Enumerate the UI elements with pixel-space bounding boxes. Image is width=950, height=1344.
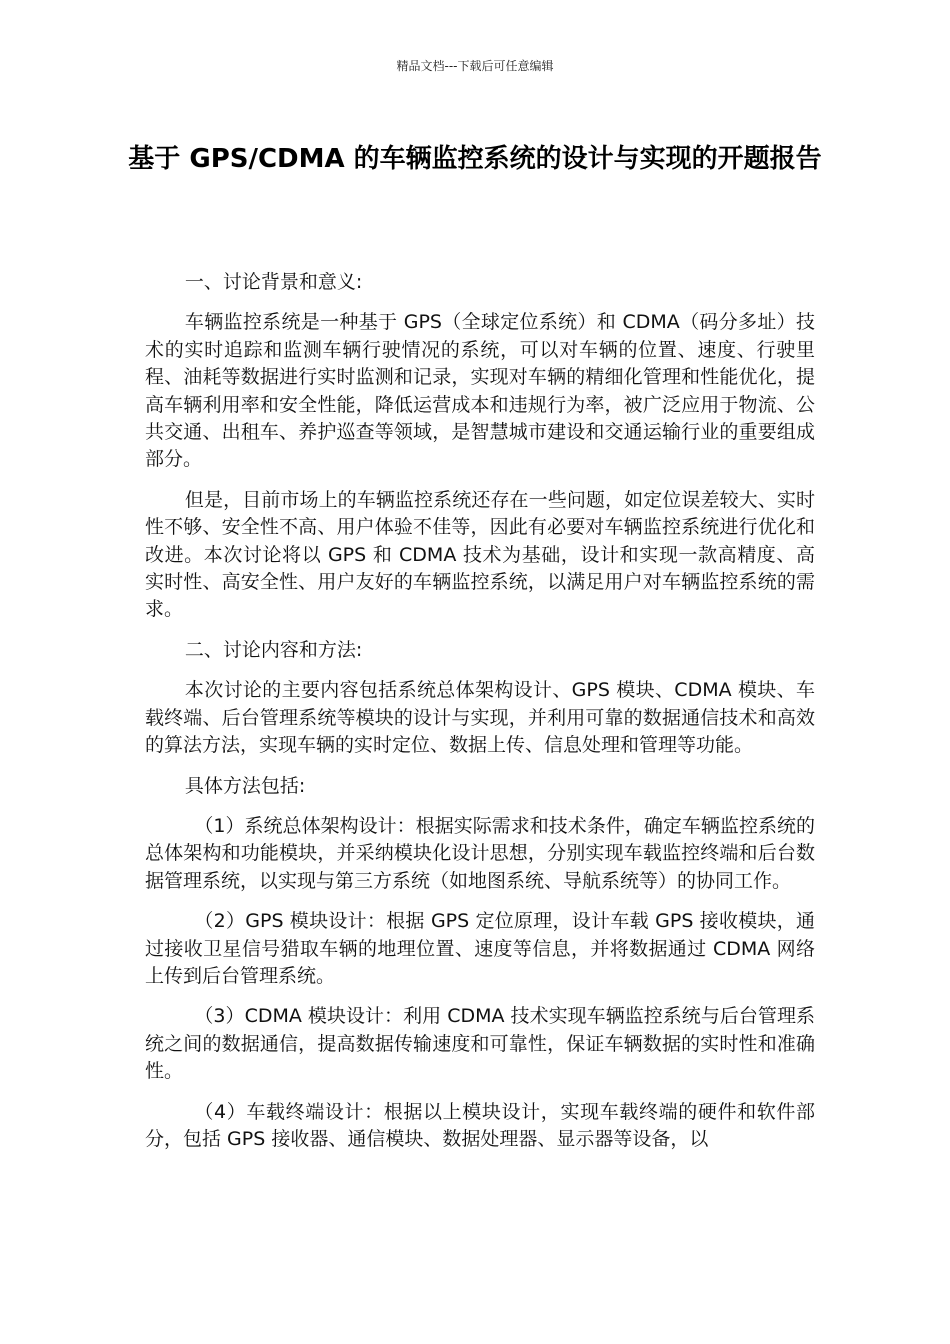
section-heading-content-methods: 二、讨论内容和方法: [184, 638, 363, 661]
list-item-architecture: （1）系统总体架构设计：根据实际需求和技术条件，确定车辆监控系统的总体架构和功能模块，并采纳模块化设计思想，分别实现车载监控终端和后台数据管理系统，以实现与第三方系统（如地图系统、导航系统等）的协同工作。 [145, 814, 815, 892]
document-title: 基于 GPS/CDMA 的车辆监控系统的设计与实现的开题报告 [128, 144, 822, 174]
paragraph-background-2: 但是，目前市场上的车辆监控系统还存在一些问题，如定位误差较大、实时性不够、安全性不高、用户体验不佳等，因此有必要对车辆监控系统进行优化和改进。本次讨论将以 GPS 和 CDMA 技术为基础，设计和实现一款高精度、高实时性、高安全性、用户友好的车辆监控系统，以满足用户对车辆监控系统的需求。 [145, 488, 815, 621]
list-item-cdma-module: （3）CDMA 模块设计：利用 CDMA 技术实现车辆监控系统与后台管理系统之间的数据通信，提高数据传输速度和可靠性，保证车辆数据的实时性和准确性。 [145, 1005, 815, 1083]
paragraph-background-1: 车辆监控系统是一种基于 GPS（全球定位系统）和 CDMA（码分多址）技术的实时追踪和监测车辆行驶情况的系统，可以对车辆的位置、速度、行驶里程、油耗等数据进行实时监测和记录，实现对车辆的精细化管理和性能优化，提高车辆利用率和安全性能，降低运营成本和违规行为率，被广泛应用于物流、公共交通、出租车、养护巡查等领域，是智慧城市建设和交通运输行业的重要组成部分。 [145, 311, 815, 471]
document-body [145, 269, 815, 1166]
paragraph-methods-intro: 具体方法包括: [184, 774, 306, 797]
paragraph-content: 本次讨论的主要内容包括系统总体架构设计、GPS 模块、CDMA 模块、车载终端、后台管理系统等模块的设计与实现，并利用可靠的数据通信技术和高效的算法方法，实现车辆的实时定位、数据上传、信息处理和管理等功能。 [145, 679, 815, 757]
header-note: 精品文档---下载后可任意编辑 [396, 59, 554, 73]
list-item-gps-module: （2）GPS 模块设计：根据 GPS 定位原理，设计车载 GPS 接收模块，通过接收卫星信号猎取车辆的地理位置、速度等信息，并将数据通过 CDMA 网络上传到后台管理系统。 [145, 910, 815, 987]
section-heading-background: 一、讨论背景和意义: [184, 271, 363, 293]
list-item-terminal: （4）车载终端设计：根据以上模块设计，实现车载终端的硬件和软件部分，包括 GPS 接收器、通信模块、数据处理器、显示器等设备，以 [145, 1100, 815, 1150]
